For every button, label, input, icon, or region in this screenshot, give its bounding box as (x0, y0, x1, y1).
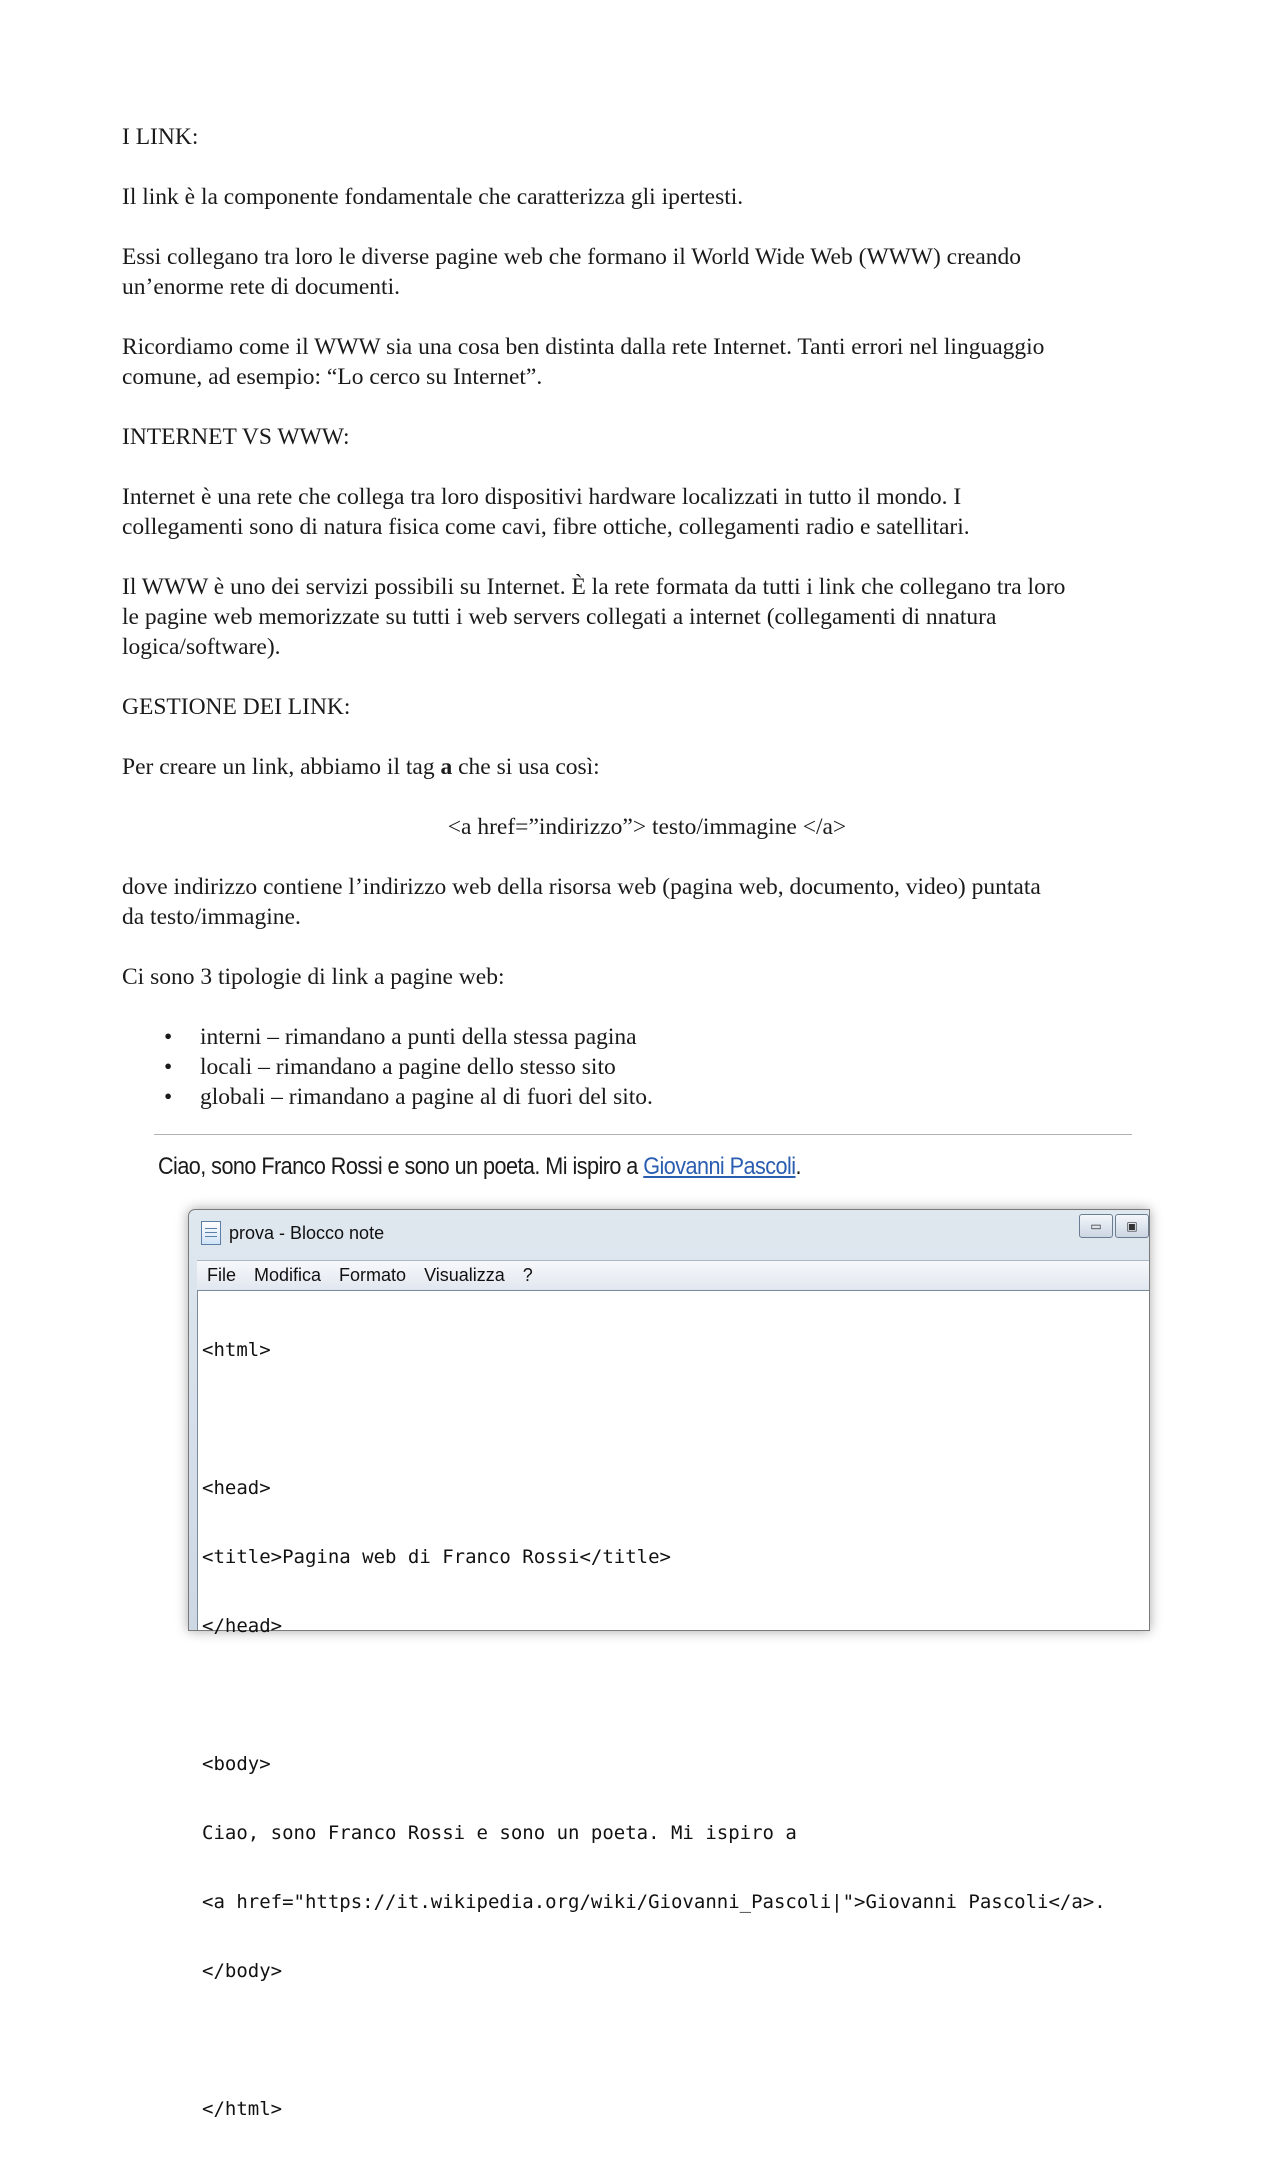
paragraph-www-line-2: un’enorme rete di documenti. (122, 274, 400, 300)
paragraph-www-service (122, 572, 1172, 662)
paragraph-internet-line-1: Internet è una rete che collega tra loro dispositivi hardware localizzati in tutto il mondo. I (122, 484, 962, 510)
paragraph-internet-line-2: collegamenti sono di natura fisica come cavi, fibre ottiche, collegamenti radio e satellitari. (122, 514, 970, 540)
paragraph-internet (122, 482, 1172, 542)
notepad-app-icon (201, 1221, 221, 1245)
bullet-icon: • (164, 1084, 173, 1110)
list-item (122, 1082, 1172, 1112)
code-line: </html> (202, 2098, 283, 2120)
paragraph-www-service-line-2: le pagine web memorizzate su tutti i web servers collegati a internet (collegamenti di nnatura (122, 604, 997, 630)
paragraph-where-line-2: da testo/immagine. (122, 904, 301, 930)
list-item-text: globali – rimandano a pagine al di fuori del sito. (200, 1084, 653, 1110)
code-line: </body> (202, 1960, 283, 1982)
window-controls (1077, 1214, 1149, 1238)
menu-visualizza[interactable]: Visualizza (424, 1264, 505, 1285)
maximize-button[interactable]: ▣ (1115, 1214, 1149, 1238)
list-item-text: interni – rimandano a punti della stessa pagina (200, 1024, 637, 1050)
paragraph-where-line-1: dove indirizzo contiene l’indirizzo web della risorsa web (pagina web, documento, video) puntata (122, 874, 1041, 900)
notepad-window (188, 1209, 1150, 2120)
heading-gestione-link: GESTIONE DEI LINK: (122, 694, 351, 720)
link-types-list (122, 1022, 1172, 1112)
bullet-icon: • (164, 1024, 173, 1050)
bullet-icon: • (164, 1054, 173, 1080)
code-line: <body> (202, 1753, 271, 1775)
heading-internet-vs-www: INTERNET VS WWW: (122, 424, 350, 450)
code-line (202, 1684, 1149, 1707)
code-line (202, 2029, 1149, 2052)
document-body (122, 122, 1172, 1112)
code-example: <a href=”indirizzo”> testo/immagine </a> (447, 814, 847, 840)
paragraph-tag (122, 752, 1172, 782)
code-line: <head> (202, 1477, 271, 1499)
rendered-page-caption (158, 1153, 801, 1181)
notepad-menubar (197, 1260, 1149, 1289)
list-item (122, 1022, 1172, 1052)
paragraph-intro: Il link è la componente fondamentale che caratterizza gli ipertesti. (122, 184, 744, 210)
paragraph-recall-line-1: Ricordiamo come il WWW sia una cosa ben distinta dalla rete Internet. Tanti errori nel linguaggio (122, 334, 1045, 360)
paragraph-www (122, 242, 1172, 302)
caption-end: . (795, 1153, 801, 1180)
paragraph-www-service-line-3: logica/software). (122, 634, 281, 660)
caption-text: Ciao, sono Franco Rossi e sono un poeta. Mi ispiro a (158, 1153, 644, 1180)
paragraph-www-service-line-1: Il WWW è uno dei servizi possibili su Internet. È la rete formata da tutti i link che collegano tra loro (122, 574, 1066, 600)
code-line: <html> (202, 1339, 271, 1361)
notepad-text-area[interactable] (197, 1290, 1149, 2120)
list-item-text: locali – rimandano a pagine dello stesso sito (200, 1054, 616, 1080)
notepad-title: prova - Blocco note (229, 1222, 385, 1243)
paragraph-where (122, 872, 1172, 932)
code-line (202, 1408, 1149, 1431)
minimize-button[interactable]: ▭ (1079, 1214, 1113, 1238)
tag-name-bold: a (440, 754, 453, 780)
menu-file[interactable]: File (207, 1264, 237, 1285)
paragraph-tag-before: Per creare un link, abbiamo il tag (122, 754, 441, 780)
code-line: <a href="https://it.wikipedia.org/wiki/Giovanni_Pascoli|">Giovanni Pascoli</a>. (202, 1891, 1106, 1913)
paragraph-types: Ci sono 3 tipologie di link a pagine web: (122, 964, 505, 990)
heading-links: I LINK: (122, 124, 199, 150)
code-line: Ciao, sono Franco Rossi e sono un poeta. Mi ispiro a (202, 1822, 797, 1844)
caption-link[interactable]: Giovanni Pascoli (643, 1153, 796, 1180)
paragraph-recall (122, 332, 1172, 392)
menu-formato[interactable]: Formato (339, 1264, 407, 1285)
notepad-titlebar (201, 1218, 384, 1248)
menu-modifica[interactable]: Modifica (254, 1264, 322, 1285)
code-line: <title>Pagina web di Franco Rossi</title> (202, 1546, 671, 1568)
paragraph-www-line-1: Essi collegano tra loro le diverse pagine web che formano il World Wide Web (WWW) creando (122, 244, 1022, 270)
paragraph-recall-line-2: comune, ad esempio: “Lo cerco su Internet”. (122, 364, 543, 390)
paragraph-tag-after: che si usa così: (452, 754, 600, 780)
list-item (122, 1052, 1172, 1082)
menu-help[interactable]: ? (522, 1264, 533, 1285)
code-line: </head> (202, 1615, 283, 1637)
screenshot-figure (154, 1134, 1138, 2120)
